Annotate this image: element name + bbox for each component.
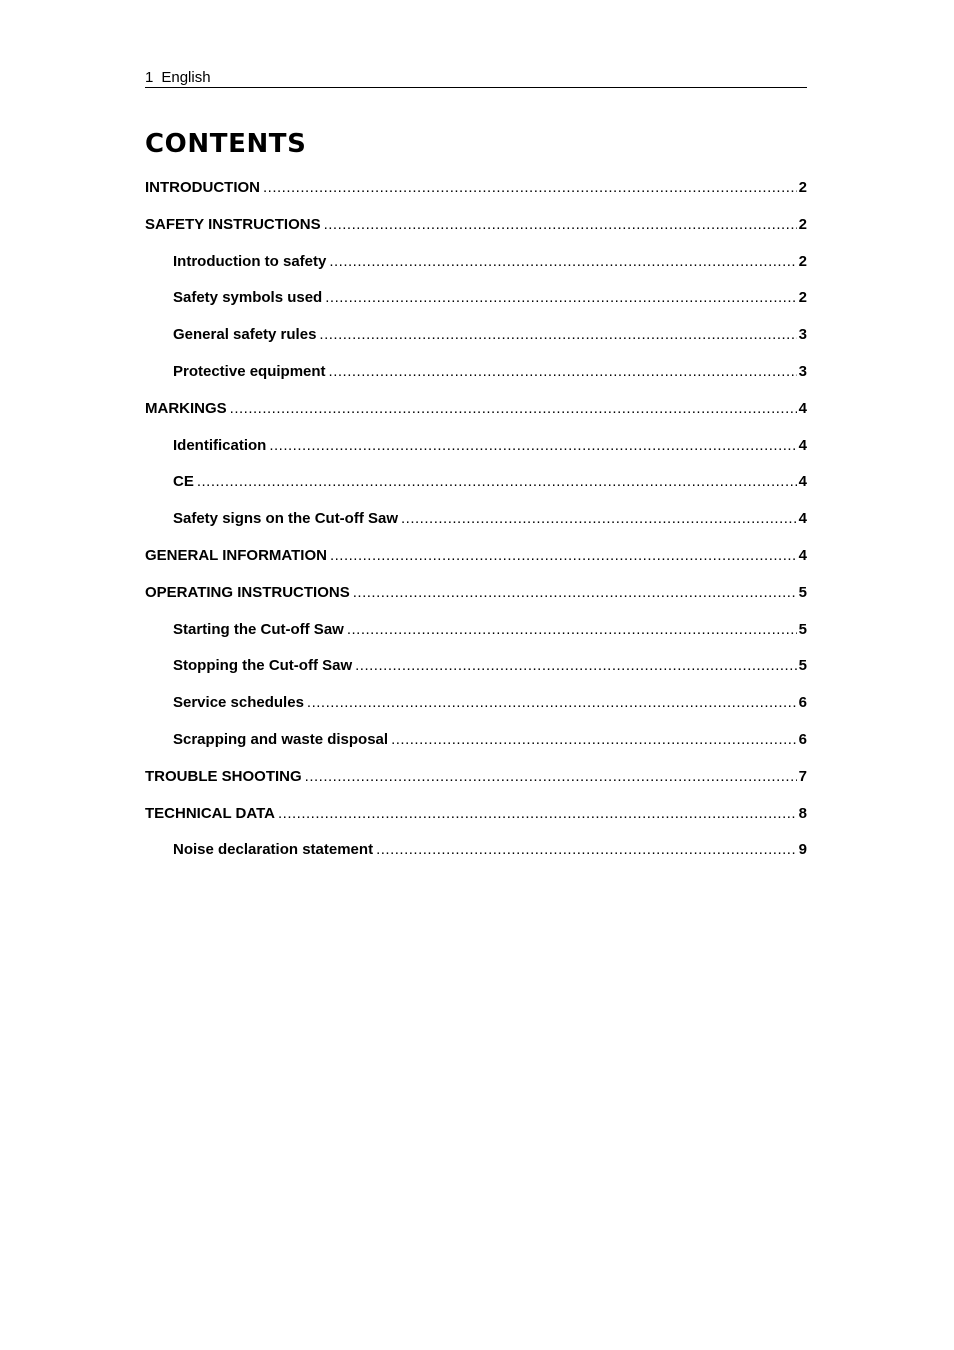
- toc-entry[interactable]: [145, 544, 807, 581]
- toc-entry-page-number: 6: [798, 694, 807, 712]
- toc-entry[interactable]: [145, 691, 807, 728]
- running-header: [145, 69, 807, 88]
- toc-dot-leader: [401, 507, 797, 531]
- toc-entry-page-number: 4: [798, 510, 807, 528]
- toc-entry-page-number: 2: [798, 289, 807, 307]
- toc-entry-page-number: 5: [798, 657, 807, 675]
- toc-entry-title: Safety signs on the Cut-off Saw: [173, 510, 399, 528]
- toc-entry-title: Introduction to safety: [173, 252, 327, 270]
- toc-entry[interactable]: [145, 765, 807, 802]
- toc-entry-title: Scrapping and waste disposal: [173, 730, 389, 748]
- toc-entry-title: Identification: [173, 436, 267, 454]
- toc-entry-title: TROUBLE SHOOTING: [145, 767, 302, 785]
- toc-dot-leader: [329, 360, 797, 384]
- toc-entry-title: Safety symbols used: [173, 289, 323, 307]
- toc-entry-title: CE: [173, 473, 194, 491]
- toc-entry[interactable]: [145, 728, 807, 765]
- toc-entry-page-number: 5: [798, 620, 807, 638]
- toc-entry[interactable]: [145, 507, 807, 544]
- toc-entry-title: Noise declaration statement: [173, 841, 374, 859]
- toc-entry-page-number: 8: [798, 804, 807, 822]
- toc-entry-page-number: 2: [798, 179, 807, 196]
- toc-entry-title: GENERAL INFORMATION: [145, 546, 327, 564]
- toc-entry[interactable]: [145, 470, 807, 507]
- toc-entry-title: Service schedules: [173, 694, 304, 712]
- toc-entry-title: Starting the Cut-off Saw: [173, 620, 344, 638]
- toc-entry[interactable]: [145, 213, 807, 250]
- toc-entry-page-number: 5: [798, 583, 807, 601]
- toc-dot-leader: [353, 581, 797, 605]
- page-title: CONTENTS: [145, 129, 307, 159]
- toc-dot-leader: [307, 691, 797, 715]
- toc-entry-page-number: 4: [798, 436, 807, 454]
- toc-entry-title: OPERATING INSTRUCTIONS: [145, 583, 350, 601]
- toc-entry-page-number: 3: [798, 326, 807, 344]
- toc-entry-title: SAFETY INSTRUCTIONS: [145, 215, 321, 233]
- header-language: English: [161, 69, 211, 86]
- toc-entry-page-number: 4: [798, 399, 807, 417]
- toc-dot-leader: [347, 618, 797, 642]
- toc-entry[interactable]: [145, 802, 807, 839]
- toc-dot-leader: [319, 323, 796, 347]
- toc-dot-leader: [269, 434, 796, 458]
- toc-dot-leader: [355, 654, 797, 678]
- toc-entry[interactable]: [145, 618, 807, 655]
- toc-entry-page-number: 2: [798, 215, 807, 233]
- toc-dot-leader: [391, 728, 797, 752]
- toc-dot-leader: [230, 397, 797, 421]
- toc-dot-leader: [329, 250, 796, 274]
- toc-dot-leader: [325, 286, 796, 310]
- toc-entry-page-number: 3: [798, 362, 807, 380]
- toc-entry-page-number: 2: [798, 252, 807, 270]
- toc-entry[interactable]: [145, 654, 807, 691]
- table-of-contents: [145, 176, 807, 875]
- toc-entry[interactable]: [145, 397, 807, 434]
- toc-entry[interactable]: [145, 323, 807, 360]
- toc-entry[interactable]: [145, 434, 807, 471]
- toc-entry-title: INTRODUCTION: [145, 179, 260, 196]
- toc-dot-leader: [330, 544, 797, 568]
- toc-entry[interactable]: [145, 360, 807, 397]
- toc-entry-page-number: 9: [798, 841, 807, 859]
- toc-entry-title: General safety rules: [173, 326, 317, 344]
- toc-entry[interactable]: [145, 838, 807, 875]
- toc-entry[interactable]: [145, 250, 807, 287]
- toc-entry[interactable]: [145, 581, 807, 618]
- toc-entry-page-number: 6: [798, 730, 807, 748]
- toc-entry-page-number: 4: [798, 546, 807, 564]
- toc-dot-leader: [324, 213, 797, 237]
- toc-entry-title: MARKINGS: [145, 399, 227, 417]
- toc-dot-leader: [278, 802, 797, 826]
- toc-dot-leader: [305, 765, 797, 789]
- toc-dot-leader: [197, 470, 797, 494]
- toc-entry[interactable]: [145, 176, 807, 213]
- toc-entry-title: Protective equipment: [173, 362, 326, 380]
- toc-entry-title: TECHNICAL DATA: [145, 804, 275, 822]
- toc-entry[interactable]: [145, 286, 807, 323]
- toc-dot-leader: [263, 176, 797, 200]
- toc-entry-page-number: 7: [798, 767, 807, 785]
- header-page-number: 1: [145, 69, 154, 86]
- toc-entry-page-number: 4: [798, 473, 807, 491]
- toc-dot-leader: [376, 838, 797, 862]
- toc-entry-title: Stopping the Cut-off Saw: [173, 657, 353, 675]
